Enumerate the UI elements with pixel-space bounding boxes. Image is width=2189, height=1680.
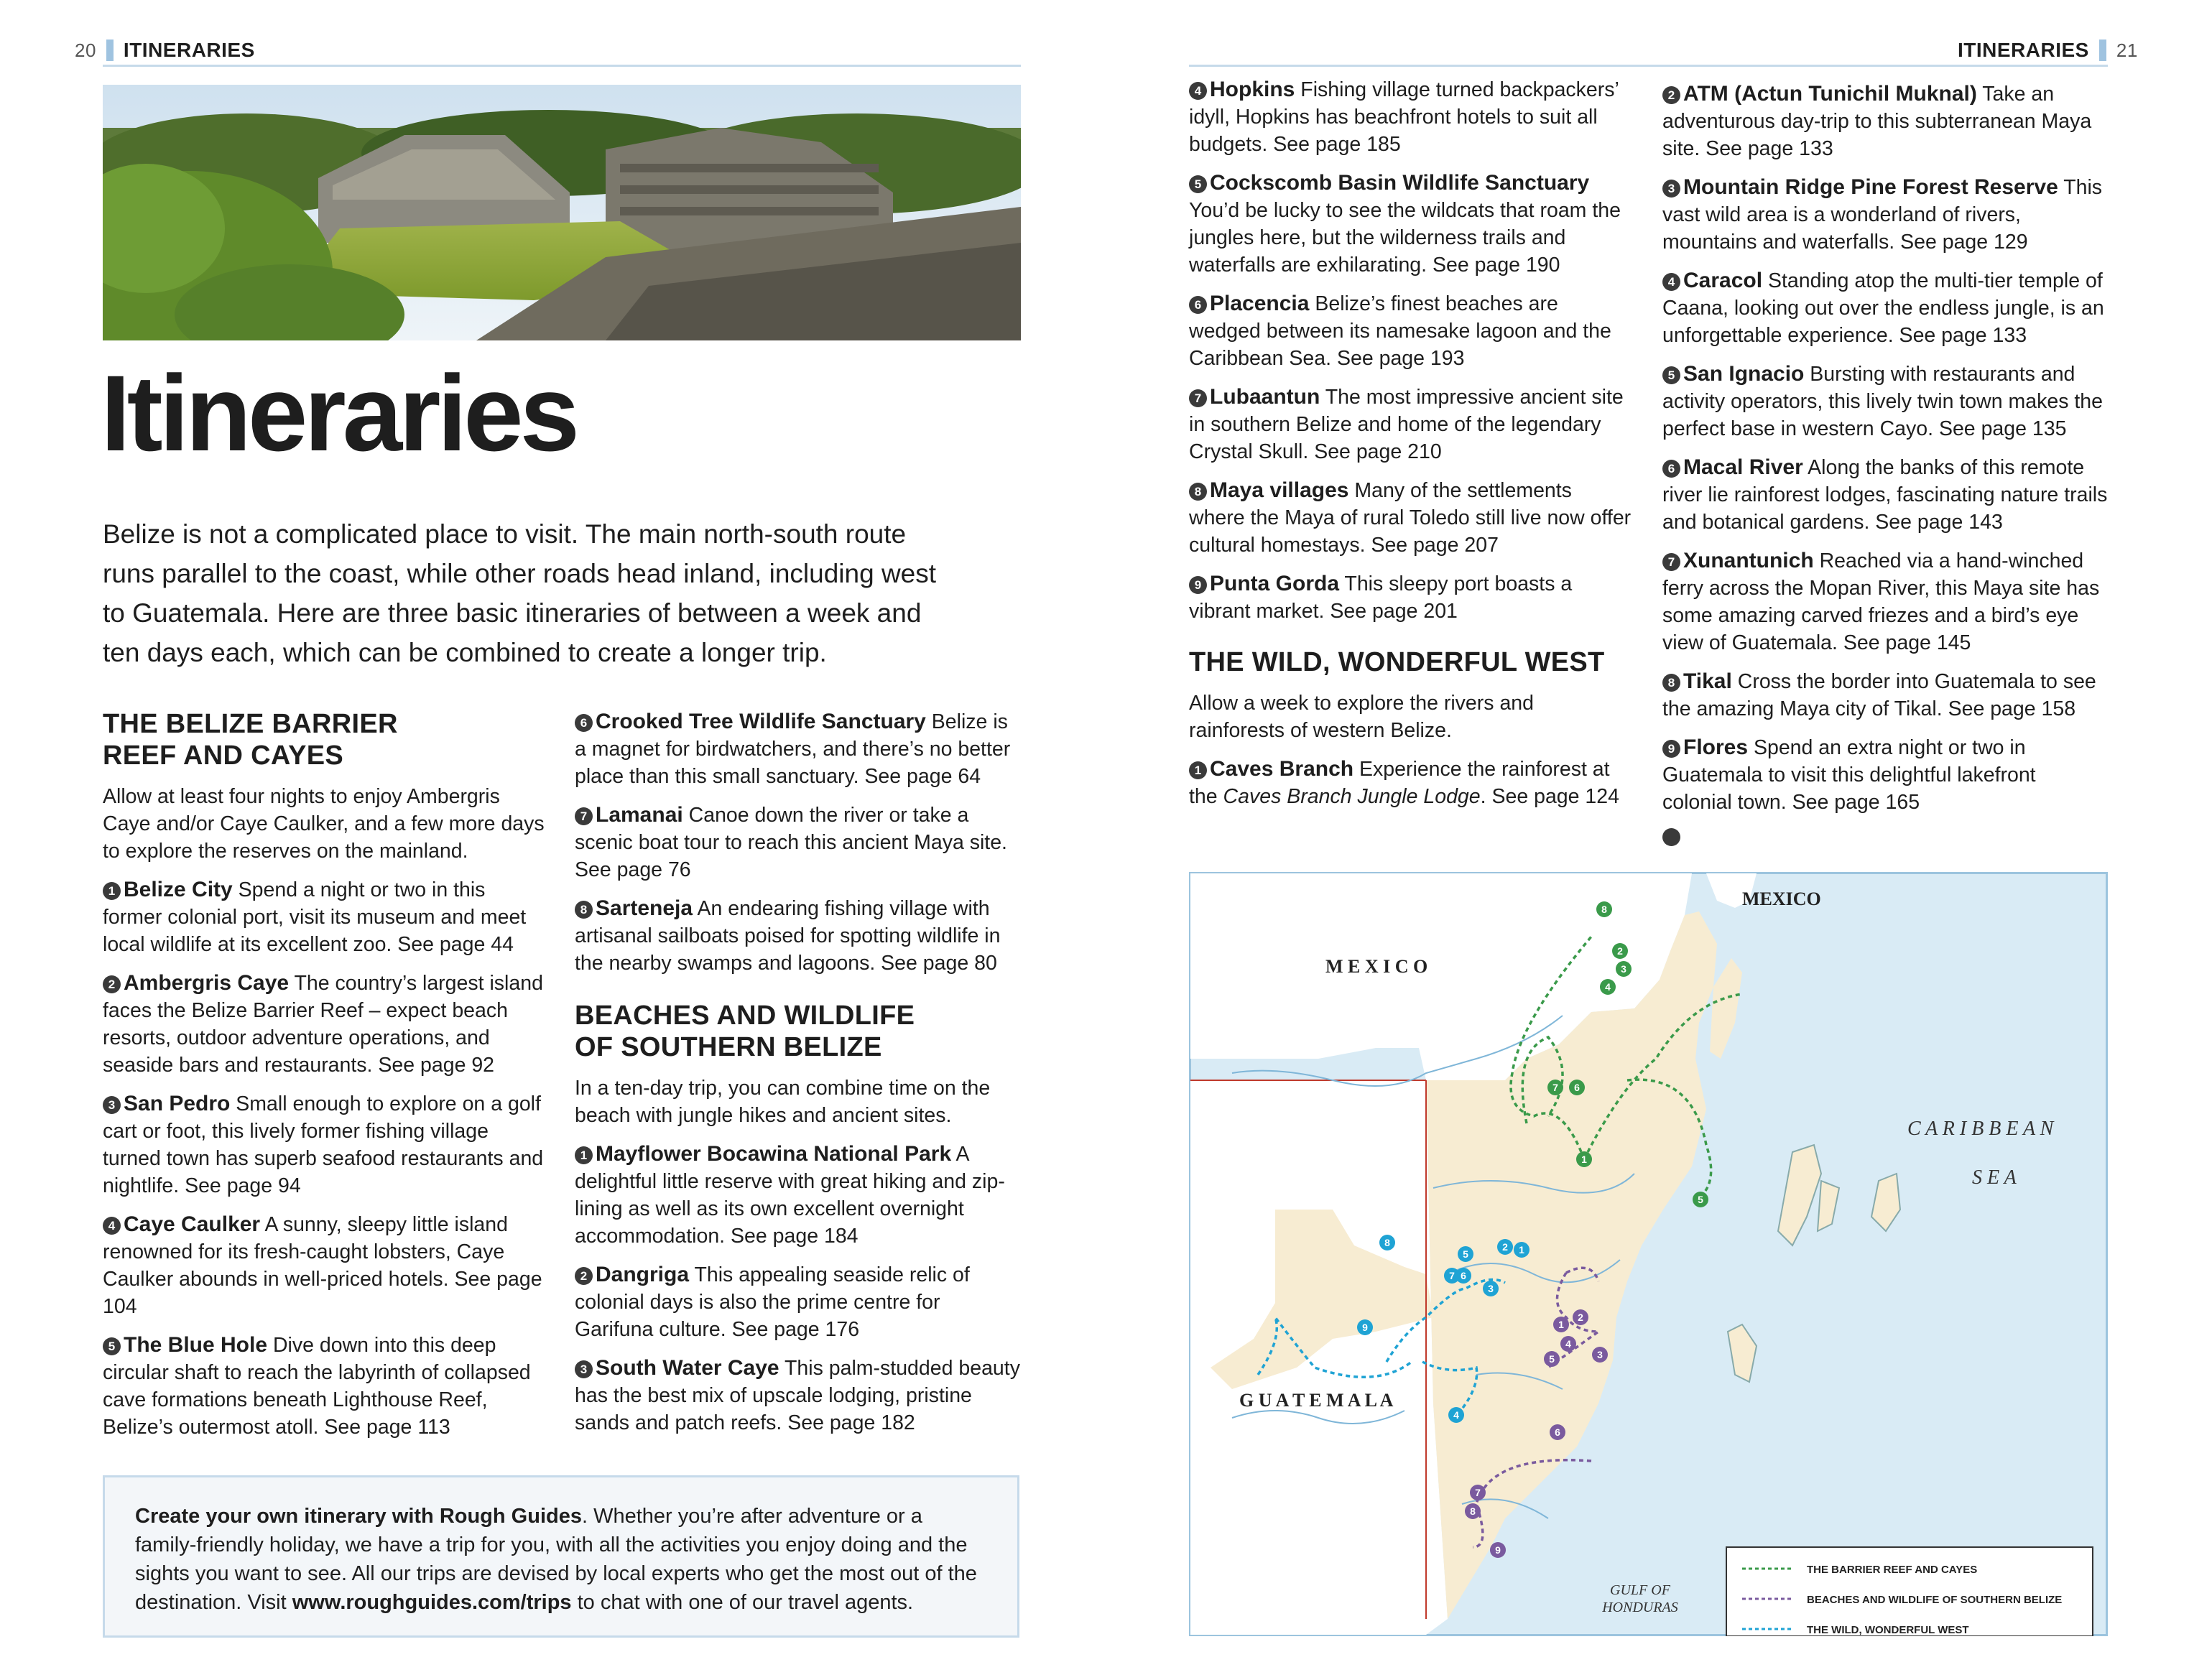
svg-text:8: 8	[1384, 1237, 1390, 1248]
right-header-rule	[1189, 65, 2108, 67]
maya-ruins-photo	[103, 85, 1021, 340]
number-marker: 3	[1662, 180, 1680, 198]
itinerary-entry	[1662, 734, 2109, 816]
number-marker: 9	[1662, 740, 1680, 758]
itinerary-entry	[575, 1141, 1020, 1250]
itinerary-entry	[103, 1332, 548, 1441]
lodge-name: Caves Branch Jungle Lodge	[1223, 785, 1481, 808]
itinerary-entry	[103, 1211, 548, 1320]
svg-text:4: 4	[1453, 1409, 1459, 1421]
legend-item-west: THE WILD, WONDERFUL WEST	[1807, 1624, 1969, 1636]
entry-text: This vast wild area is a wonderland of rivers, mountains and waterfalls. See page 129	[1662, 176, 2103, 254]
entry-text: Take an adventurous day-trip to this subterranean Maya site. See page 133	[1662, 83, 2092, 160]
entry-title: Placencia	[1210, 292, 1310, 315]
entry-text: Spend an extra night or two in Guatemala to visit this delightful lakefront colonial town. See page 165	[1662, 736, 2036, 814]
itinerary-entry	[575, 1261, 1020, 1343]
entry-title: Ambergris Caye	[124, 971, 290, 995]
entry-title: Macal River	[1683, 455, 1803, 479]
entry-title: Mayflower Bocawina National Park	[596, 1142, 952, 1166]
left-running-head	[75, 34, 255, 66]
entry-text: Canoe down the river or take a scenic boat tour to reach this ancient Maya site. See page 76	[575, 804, 1007, 881]
itinerary-entry	[575, 895, 1020, 977]
entry-text: Standing atop the multi-tier temple of Caana, looking out over the endless jungle, is an unforgettable experience. See page 133	[1662, 269, 2104, 347]
entry-title: Caye Caulker	[124, 1212, 261, 1236]
svg-text:5: 5	[1698, 1194, 1703, 1205]
svg-text:8: 8	[1601, 904, 1607, 915]
number-marker: 8	[1189, 483, 1207, 501]
entry-title: Dangriga	[596, 1263, 690, 1286]
number-marker: 7	[1189, 389, 1207, 407]
number-marker: 4	[103, 1217, 121, 1235]
number-marker: 5	[1189, 175, 1207, 193]
entry-title: Tikal	[1683, 669, 1732, 693]
svg-text:3: 3	[1597, 1349, 1603, 1360]
entry-text: Along the banks of this remote river lie rainforest lodges, fascinating nature trails and botanical gardens. See page 143	[1662, 456, 2108, 534]
itinerary-entry	[1189, 76, 1633, 158]
itinerary-entry	[103, 876, 548, 958]
belize-itinerary-map	[1189, 872, 2108, 1636]
entry-title: Flores	[1683, 735, 1749, 759]
left-section-title: ITINERARIES	[123, 39, 255, 61]
right-page-number: 21	[2116, 39, 2138, 61]
svg-text:9: 9	[1362, 1322, 1368, 1333]
svg-text:6: 6	[1555, 1426, 1560, 1438]
entry-text: Dive down into this deep circular shaft to reach the labyrinth of collapsed cave formations beneath Lighthouse Reef, Belize’s outermost atoll. See page 113	[103, 1334, 531, 1439]
number-marker: 2	[103, 975, 121, 993]
header-marker	[2099, 40, 2106, 61]
callout-heading: Create your own itinerary with Rough Guides	[135, 1505, 582, 1528]
entry-title: Lamanai	[596, 803, 683, 827]
entry-text: Many of the settlements where the Maya of rural Toledo still live now offer cultural homestays. See page 207	[1189, 479, 1632, 557]
entry-text: Spend a night or two in this former colonial port, visit its museum and meet local wildlife at its excellent zoo. See page 44	[103, 878, 527, 956]
number-marker: 5	[103, 1337, 121, 1355]
map-label-mexico-top: MEXICO	[1742, 888, 1821, 909]
header-marker	[106, 40, 114, 61]
section-heading-barrier-reef: THE BELIZE BARRIER REEF AND CAYES	[103, 709, 398, 771]
entry-title: Sarteneja	[596, 896, 693, 920]
itinerary-entry	[1662, 827, 2109, 855]
svg-text:2: 2	[1578, 1312, 1583, 1323]
svg-text:4: 4	[1605, 981, 1611, 993]
itinerary-entry	[1662, 361, 2109, 442]
entry-text: Small enough to explore on a golf cart or foot, this lively former fishing village turned town has superb seafood restaurants and nightlife. See page 94	[103, 1092, 544, 1197]
number-marker: 8	[1662, 674, 1680, 692]
map-label-sea: S E A	[1972, 1166, 2017, 1189]
itinerary-entry	[1662, 80, 2109, 162]
entry-title: San Pedro	[124, 1092, 231, 1115]
entry-text: An endearing fishing village with artisanal sailboats poised for spotting wildlife in the nearby swamps and lagoons. See page 80	[575, 897, 1001, 975]
itinerary-entry	[1189, 290, 1633, 372]
svg-text:7: 7	[1449, 1270, 1455, 1281]
number-marker: 5	[1662, 366, 1680, 384]
svg-text:5: 5	[1463, 1248, 1468, 1260]
entry-text: You’d be lucky to see the wildcats that roam the jungles here, but the wilderness trails and waterfalls are exhilarating. See page 190	[1189, 199, 1621, 277]
svg-text:2: 2	[1502, 1241, 1508, 1253]
itinerary-entry	[1189, 170, 1633, 279]
map-label-mexico: M E X I C O	[1325, 956, 1428, 977]
map-label-guatemala: G U A T E M A L A	[1239, 1390, 1394, 1411]
section-heading-wild-west: THE WILD, WONDERFUL WEST	[1189, 647, 1605, 677]
svg-text:4: 4	[1565, 1338, 1571, 1350]
itinerary-entry	[1662, 454, 2109, 536]
page-title: Itineraries	[101, 353, 577, 473]
intro-paragraph: Belize is not a complicated place to visit. The main north-south route runs parallel to the coast, while other roads head inland, including west to Guatemala. Here are three basic itineraries of between a week and ten days each, which can be combined to create a longer trip.	[103, 519, 937, 667]
entry-text: A sunny, sleepy little island renowned for its fresh-caught lobsters, Caye Caulker abounds in well-priced hotels. See page 104	[103, 1213, 542, 1318]
entry-text: Belize’s finest beaches are wedged between its namesake lagoon and the Caribbean Sea. See page 193	[1189, 292, 1611, 370]
number-marker: 9	[1189, 576, 1207, 594]
marker-label: 1	[1581, 1154, 1587, 1165]
number-marker: 1	[1189, 761, 1207, 779]
entry-title: Hopkins	[1210, 78, 1295, 101]
right-section-title: ITINERARIES	[1958, 39, 2089, 61]
entry-text: This sleepy port boasts a vibrant market. See page 201	[1189, 572, 1573, 623]
number-marker: 4	[1189, 82, 1207, 100]
itinerary-entry	[103, 970, 548, 1079]
itinerary-entry	[1662, 267, 2109, 349]
number-marker: 6	[1662, 460, 1680, 478]
itinerary-entry	[1189, 477, 1633, 559]
entry-title: Maya villages	[1210, 478, 1349, 502]
section-lead: Allow a week to explore the rivers and rainforests of western Belize.	[1189, 692, 1534, 742]
svg-text:8: 8	[1470, 1505, 1476, 1517]
entry-title: Cockscomb Basin Wildlife Sanctuary	[1210, 171, 1590, 195]
svg-text:2: 2	[1617, 945, 1623, 957]
section-heading-southern-belize: BEACHES AND WILDLIFE OF SOUTHERN BELIZE	[575, 1001, 915, 1062]
entry-text: Reached via a hand-winched ferry across the Mopan River, this Maya site has some amazing carved friezes and a bird’s eye view of Guatemala. See page 145	[1662, 549, 2100, 654]
section-lead: In a ten-day trip, you can combine time on the beach with jungle hikes and ancient sites.	[575, 1077, 991, 1127]
number-marker: 3	[575, 1360, 593, 1378]
column-3	[1189, 76, 1633, 822]
number-marker	[1662, 828, 1680, 846]
map-label-caribbean: C A R I B B E A N	[1907, 1118, 2054, 1140]
itinerary-entry: 1 Caves Branch Experience the rainforest at the Caves Branch Jungle Lodge. See page 124	[1189, 757, 1619, 808]
map-label-honduras: HONDURAS	[1602, 1600, 1678, 1615]
entry-text: Fishing village turned backpackers’ idyll, Hopkins has beachfront hotels to suit all budgets. See page 185	[1189, 78, 1619, 156]
entry-title: South Water Caye	[596, 1356, 779, 1380]
entry-title: The Blue Hole	[124, 1333, 268, 1357]
entry-title: Xunantunich	[1683, 549, 1814, 572]
svg-text:3: 3	[1488, 1283, 1494, 1294]
entry-title: Caracol	[1683, 269, 1763, 292]
number-marker: 1	[103, 882, 121, 900]
itinerary-entry	[575, 708, 1020, 790]
svg-text:9: 9	[1495, 1544, 1501, 1556]
itinerary-entry	[1189, 570, 1633, 625]
number-marker: 7	[1662, 553, 1680, 571]
svg-text:5: 5	[1549, 1353, 1555, 1365]
entry-title: Belize City	[124, 878, 233, 901]
number-marker: 4	[1662, 273, 1680, 291]
itinerary-entry	[1662, 174, 2109, 256]
entry-title: Mountain Ridge Pine Forest Reserve	[1683, 175, 2058, 199]
entry-title: Punta Gorda	[1210, 572, 1340, 595]
svg-text:6: 6	[1574, 1082, 1580, 1093]
svg-text:1: 1	[1558, 1319, 1564, 1330]
column-2	[575, 708, 1020, 1448]
section-lead: Allow at least four nights to enjoy Ambergris Caye and/or Caye Caulker, and a few more days to explore the reserves on the mainland.	[103, 785, 545, 863]
entry-text: Bursting with restaurants and activity operators, this lively twin town makes the perfect base in western Cayo. See page 135	[1662, 363, 2103, 440]
number-marker: 2	[575, 1267, 593, 1285]
svg-text:6: 6	[1461, 1270, 1466, 1281]
svg-text:7: 7	[1552, 1082, 1558, 1093]
legend-item-south: BEACHES AND WILDLIFE OF SOUTHERN BELIZE	[1807, 1594, 2063, 1606]
map-label-gulf: GULF OF	[1610, 1582, 1670, 1598]
itinerary-entry	[1189, 384, 1633, 465]
right-running-head	[1958, 34, 2138, 66]
legend-item-reef: THE BARRIER REEF AND CAYES	[1807, 1564, 1978, 1576]
itinerary-entry	[575, 1355, 1020, 1437]
entry-text: The most impressive ancient site in southern Belize and home of the legendary Crystal Skull. See page 210	[1189, 386, 1624, 463]
number-marker: 6	[575, 714, 593, 732]
itinerary-entry	[1662, 547, 2109, 656]
svg-text:7: 7	[1475, 1487, 1481, 1498]
entry-text: This palm-studded beauty has the best mix of upscale lodging, pristine sands and patch reefs. See page 182	[575, 1357, 1020, 1434]
entry-title: San Ignacio	[1683, 362, 1805, 386]
left-page-number: 20	[75, 39, 96, 61]
svg-text:3: 3	[1621, 963, 1626, 975]
entry-text: The country’s largest island faces the Belize Barrier Reef – expect beach resorts, outdoor adventure operations, and seaside bars and restaurants. See page 92	[103, 972, 543, 1077]
rough-guides-callout: Create your own itinerary with Rough Guides. Whether you’re after adventure or a family-friendly holiday, we have a trip for you, with all the activities you enjoy doing and the sights you want to see. All our trips are devised by local experts who get the most out of the destination. Visit www.roughguides.com/trips to chat with one of our travel agents.	[103, 1475, 1019, 1638]
svg-text:1: 1	[1519, 1244, 1524, 1256]
number-marker: 7	[575, 807, 593, 825]
column-4	[1662, 80, 2109, 866]
itinerary-entry	[575, 802, 1020, 883]
trips-link[interactable]: www.roughguides.com/trips	[292, 1591, 572, 1614]
left-header-rule	[103, 65, 1021, 67]
itinerary-entry	[103, 1090, 548, 1199]
itinerary-entry	[1662, 668, 2109, 723]
map-legend	[1726, 1547, 2093, 1636]
entry-text: Belize is a magnet for birdwatchers, and there’s no better place than this small sanctuary. See page 64	[575, 710, 1011, 788]
entry-text: Cross the border into Guatemala to see the amazing Maya city of Tikal. See page 158	[1662, 670, 2096, 720]
column-1	[103, 708, 548, 1452]
entry-title: Lubaantun	[1210, 385, 1320, 409]
number-marker: 1	[575, 1146, 593, 1164]
number-marker: 8	[575, 901, 593, 919]
number-marker: 6	[1189, 296, 1207, 314]
entry-title: ATM (Actun Tunichil Muknal)	[1683, 82, 1977, 106]
entry-title: Crooked Tree Wildlife Sanctuary	[596, 710, 926, 733]
entry-title: Caves Branch	[1210, 757, 1354, 781]
entry-text: This appealing seaside relic of colonial days is also the prime centre for Garifuna culture. See page 176	[575, 1263, 970, 1341]
number-marker: 3	[103, 1096, 121, 1114]
entry-text: A delightful little reserve with great hiking and zip-lining as well as its own excellent overnight accommodation. See page 184	[575, 1143, 1005, 1248]
number-marker: 2	[1662, 86, 1680, 104]
